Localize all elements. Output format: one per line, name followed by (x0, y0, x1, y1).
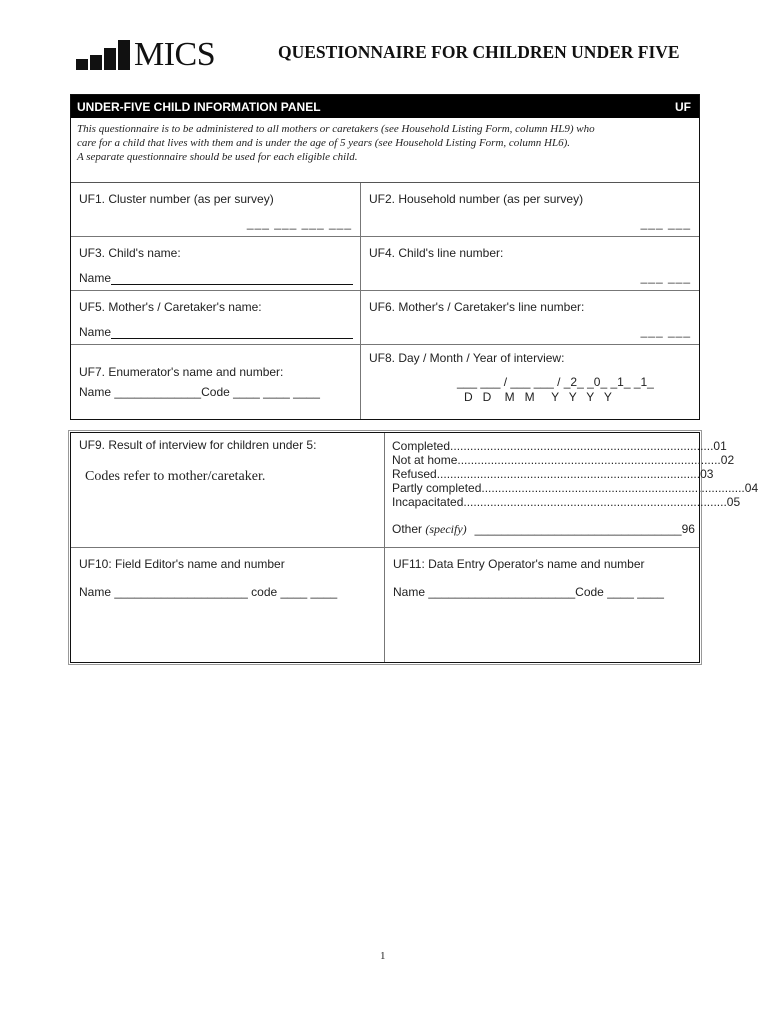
result-code-row[interactable] (392, 495, 741, 509)
uf8-interview-date[interactable] (361, 345, 699, 419)
page-number: 1 (380, 950, 386, 962)
row-uf3-uf4 (71, 237, 699, 291)
panel-title: UNDER-FIVE CHILD INFORMATION PANEL (77, 99, 321, 114)
code-value: 02 (720, 453, 735, 467)
uf4-label: UF4. Child's line number: (369, 246, 504, 260)
uf5-name-label: Name (79, 325, 112, 339)
uf8-date-blanks: ___ ___ / ___ ___ / _2_ _0_ _1_ _1_ (457, 375, 654, 389)
result-code-list (392, 439, 759, 536)
uf6-blanks: ___ ___ (640, 324, 691, 338)
result-code-row[interactable] (392, 453, 735, 467)
uf7-label: UF7. Enumerator's name and number: (79, 365, 284, 379)
uf7-name-code-line: Name _____________Code ____ ____ ____ (79, 385, 320, 399)
uf9-codes (385, 433, 759, 547)
uf5-name-line (79, 325, 353, 339)
logo-text: MICS (134, 36, 216, 73)
other-specify: (specify) (425, 522, 467, 536)
result-code-row[interactable] (392, 439, 727, 453)
intro-line: This questionnaire is to be administered to all mothers or caretakers (see Household Listing Form, column HL9) who (77, 123, 595, 135)
row-uf10-uf11 (71, 548, 699, 662)
code-label: Refused (392, 467, 437, 481)
uf5-mother-name[interactable] (71, 291, 361, 344)
other-line: _______________________________ (474, 522, 682, 536)
uf6-label: UF6. Mother's / Caretaker's line number: (369, 300, 585, 314)
uf6-mother-line-number[interactable] (361, 291, 699, 344)
uf8-date-legend: D D M M Y Y Y Y (464, 390, 612, 404)
uf10-label: UF10: Field Editor's name and number (79, 557, 285, 571)
panel-code: UF (675, 99, 691, 114)
row-uf1-uf2 (71, 183, 699, 237)
panel-header (71, 95, 699, 118)
uf11-data-entry-operator[interactable] (385, 548, 699, 662)
other-code: 96 (681, 522, 695, 536)
uf3-label: UF3. Child's name: (79, 246, 181, 260)
uf9-result (71, 433, 385, 547)
uf3-name-label: Name (79, 271, 112, 285)
uf1-label: UF1. Cluster number (as per survey) (79, 192, 274, 206)
code-label: Completed (392, 439, 451, 453)
row-uf9 (71, 433, 759, 548)
code-label: Partly completed (392, 481, 482, 495)
result-code-row[interactable] (392, 467, 714, 481)
name-underline (111, 272, 353, 285)
result-code-row[interactable] (392, 481, 759, 495)
intro-line: care for a child that lives with them and is under the age of 5 years (see Household Listing Form, column HL6). (77, 137, 571, 149)
code-value: 01 (713, 439, 727, 453)
uf5-label: UF5. Mother's / Caretaker's name: (79, 300, 262, 314)
uf3-child-name[interactable] (71, 237, 361, 290)
panel-intro (71, 118, 699, 183)
uf1-blanks: ___ ___ ___ ___ (246, 216, 352, 230)
uf10-field-editor[interactable] (71, 548, 385, 662)
uf11-name-code-line: Name ______________________Code ____ ____ (393, 585, 664, 599)
uf11-label: UF11: Data Entry Operator's name and number (393, 557, 645, 571)
uf2-label: UF2. Household number (as per survey) (369, 192, 584, 206)
name-underline (111, 326, 353, 339)
intro-line: A separate questionnaire should be used for each eligible child. (77, 151, 358, 163)
result-code-row-other[interactable] (392, 522, 695, 536)
uf9-note: Codes refer to mother/caretaker. (85, 469, 266, 484)
uf7-enumerator[interactable] (71, 345, 361, 419)
uf2-blanks: ___ ___ (640, 216, 691, 230)
uf1-cluster-number[interactable] (71, 183, 361, 236)
code-leader: ............................................................................... (436, 467, 701, 481)
uf4-blanks: ___ ___ (640, 270, 691, 284)
code-value: 04 (744, 481, 759, 495)
other-label: Other (392, 522, 423, 536)
code-leader: ............................................................................... (450, 439, 714, 453)
code-value: 05 (726, 495, 741, 509)
page-title: QUESTIONNAIRE FOR CHILDREN UNDER FIVE (278, 42, 680, 62)
result-panel (70, 432, 759, 663)
uf4-child-line-number[interactable] (361, 237, 699, 290)
uf9-label: UF9. Result of interview for children under 5: (79, 438, 317, 452)
code-label: Incapacitated (392, 495, 464, 509)
uf3-name-line (79, 271, 353, 285)
uf10-name-code-line: Name ____________________ code ____ ____ (79, 585, 338, 599)
uf8-label: UF8. Day / Month / Year of interview: (369, 351, 565, 365)
code-leader: ............................................................................... (481, 481, 745, 495)
row-uf5-uf6 (71, 291, 699, 345)
code-leader: ............................................................................... (457, 453, 721, 467)
information-panel (70, 94, 700, 420)
row-uf7-uf8 (71, 345, 699, 419)
code-value: 03 (700, 467, 714, 481)
code-leader: ............................................................................... (463, 495, 727, 509)
mics-logo (76, 36, 236, 73)
uf2-household-number[interactable] (361, 183, 699, 236)
code-label: Not at home (392, 453, 458, 467)
